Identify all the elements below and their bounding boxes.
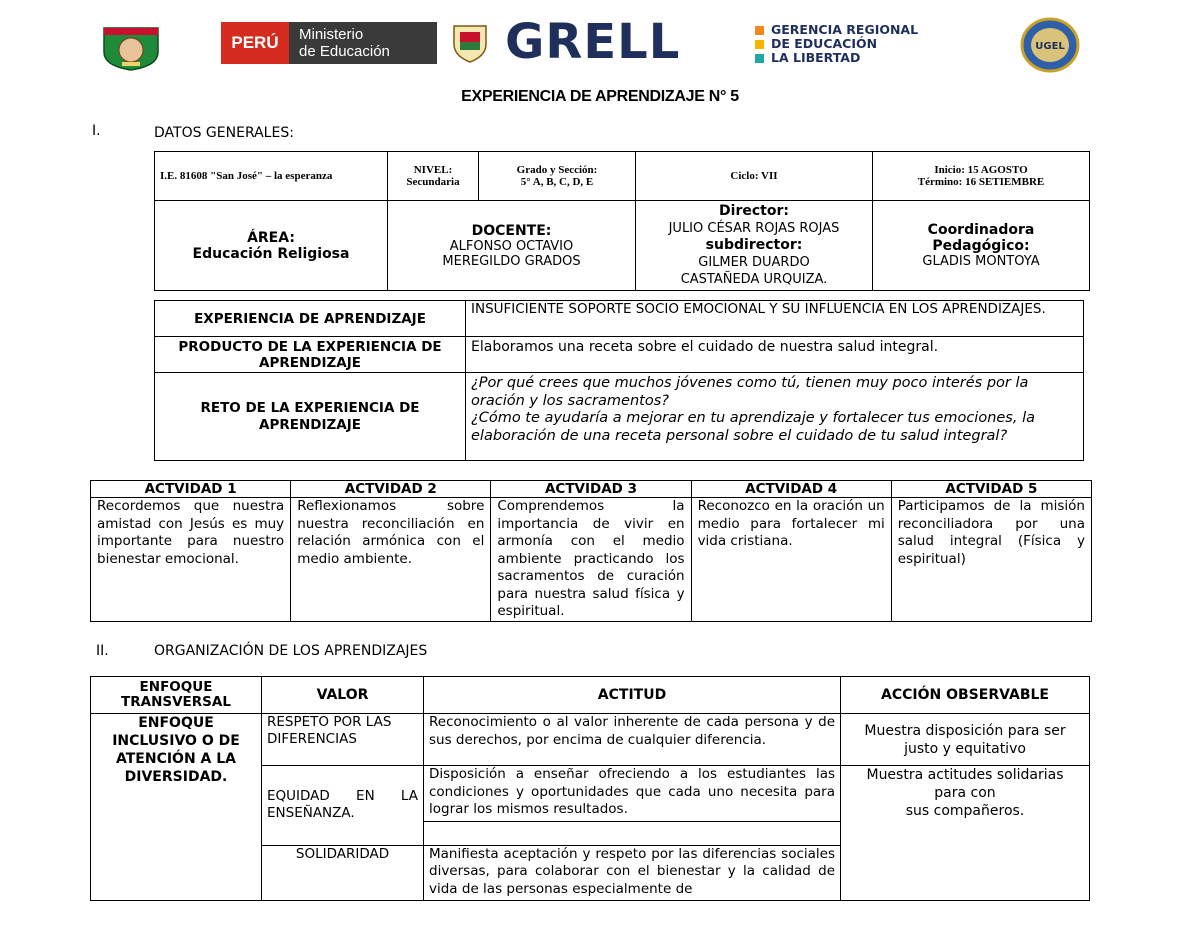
section1-number: I. — [92, 123, 101, 139]
nivel-value: Secundaria — [406, 176, 460, 188]
reto-question-1: ¿Por qué crees que muchos jóvenes como tú, tienen muy poco interés por la oración y los sacramentos? — [471, 375, 1029, 409]
valor-respeto: RESPETO POR LAS DIFERENCIAS — [262, 714, 424, 766]
inicio-text: Inicio: 15 AGOSTO — [934, 164, 1028, 176]
director-value: JULIO CÉSAR ROJAS ROJAS — [668, 221, 840, 236]
grell-logo: GRELL — [505, 14, 681, 70]
coord-label1: Coordinadora — [927, 222, 1035, 238]
area-label: ÁREA: — [247, 229, 295, 246]
gerencia-line2: DE EDUCACIÓN — [771, 36, 878, 51]
valor-equidad: EQUIDAD EN LA ENSEÑANZA. — [262, 766, 424, 846]
experiencia-table — [154, 300, 1084, 461]
director-cell — [636, 201, 873, 291]
actividad-header-1: ACTVIDAD 1 — [91, 481, 291, 498]
actitud-empty-cell — [424, 821, 841, 845]
ie-cell: I.E. 81608 "San José" – la esperanza — [155, 152, 388, 201]
accion2-line2: para con — [934, 785, 996, 801]
section2-number: II. — [96, 643, 109, 659]
actividad-body-3: Comprendemos la importancia de vivir en armonía con el medio ambiente practicando los sacramentos de curación para nuestra salud física y espiritual. — [491, 498, 691, 622]
area-value: Educación Religiosa — [192, 245, 350, 262]
actitud-solidaridad: Manifiesta aceptación y respeto por las diferencias sociales diversas, para colaborar con el bienestar y la calidad de vida de las personas especialmente de — [424, 845, 841, 901]
exp-label: EXPERIENCIA DE APRENDIZAJE — [155, 301, 466, 337]
nivel-cell — [388, 152, 479, 201]
area-cell — [155, 201, 388, 291]
ministerio-line1: Ministerio — [299, 26, 364, 43]
actitud-respeto: Reconocimiento o al valor inherente de cada persona y de sus derechos, por encima de cualquier diferencia. — [424, 714, 841, 766]
actividad-header-5: ACTVIDAD 5 — [891, 481, 1091, 498]
ciclo-cell: Ciclo: VII — [636, 152, 873, 201]
docente-line2: MEREGILDO GRADOS — [442, 253, 581, 269]
accion2-line3: sus compañeros. — [905, 803, 1025, 819]
subdirector-line1: GILMER DUARDO — [698, 255, 810, 270]
actividad-body-2: Reflexionamos sobre nuestra reconciliación en relación armónica con el medio ambiente. — [291, 498, 491, 622]
ie-crest-logo — [98, 22, 164, 72]
grado-value: 5° A, B, C, D, E — [520, 176, 594, 188]
termino-text: Término: 16 SETIEMBRE — [917, 176, 1045, 188]
reto-cell — [466, 373, 1084, 461]
grado-label: Grado y Sección: — [516, 164, 598, 176]
coordinadora-cell — [873, 201, 1090, 291]
svg-text:UGEL: UGEL — [1035, 41, 1065, 52]
section2-label: ORGANIZACIÓN DE LOS APRENDIZAJES — [154, 643, 428, 659]
enfoque-cell: ENFOQUE INCLUSIVO O DE ATENCIÓN A LA DIVERSIDAD. — [91, 714, 262, 901]
prod-label: PRODUCTO DE LA EXPERIENCIA DE APRENDIZAJE — [155, 337, 466, 373]
actividad-body-1: Recordemos que nuestra amistad con Jesús es muy importante para nuestro bienestar emocional. — [91, 498, 291, 622]
director-label: Director: — [719, 203, 789, 219]
actividad-header-3: ACTVIDAD 3 — [491, 481, 691, 498]
actividad-body-4: Reconozco en la oración un medio para fortalecer mi vida cristiana. — [691, 498, 891, 622]
grado-cell — [479, 152, 636, 201]
organizacion-table — [90, 676, 1090, 901]
valor-solidaridad: SOLIDARIDAD — [262, 845, 424, 901]
section1-label: DATOS GENERALES: — [154, 125, 294, 141]
coord-value: GLADIS MONTOYA — [922, 254, 1040, 269]
docente-label: DOCENTE: — [471, 222, 552, 239]
subdirector-line2: CASTAÑEDA URQUIZA. — [680, 272, 828, 287]
ugel-seal-logo — [1020, 17, 1080, 73]
actitud-equidad: Disposición a enseñar ofreciendo a los estudiantes las condiciones y oportunidades que cada uno necesita para lograr los mismos resultados. — [424, 766, 841, 822]
minedu-logo — [221, 22, 437, 64]
prod-value: Elaboramos una receta sobre el cuidado de nuestra salud integral. — [466, 337, 1084, 373]
regional-shield-logo — [446, 22, 494, 66]
gerencia-regional-logo — [755, 23, 975, 67]
accion2-line1: Muestra actitudes solidarias — [866, 767, 1064, 783]
reto-question-2: ¿Cómo te ayudaría a mejorar en tu aprendizaje y fortalecer tus emociones, la elaboración de una receta personal sobre el cuidado de tu salud integral? — [471, 410, 1035, 444]
docente-cell — [388, 201, 636, 291]
header-enfoque: ENFOQUE TRANSVERSAL — [91, 677, 262, 714]
accion-respeto: Muestra disposición para ser justo y equitativo — [841, 714, 1090, 766]
subdirector-label: subdirector: — [705, 237, 803, 253]
header-accion: ACCIÓN OBSERVABLE — [841, 677, 1090, 714]
datos-generales-table — [154, 151, 1090, 291]
ministerio-line2: de Educación — [299, 43, 390, 60]
document-title: EXPERIENCIA DE APRENDIZAJE N° 5 — [461, 88, 739, 105]
header-valor: VALOR — [262, 677, 424, 714]
fechas-cell — [873, 152, 1090, 201]
header-actitud: ACTITUD — [424, 677, 841, 714]
peru-label: PERÚ — [221, 22, 289, 64]
gerencia-line1: GERENCIA REGIONAL — [771, 22, 919, 37]
nivel-label: NIVEL: — [413, 164, 453, 176]
docente-line1: ALFONSO OCTAVIO — [449, 238, 574, 254]
gerencia-line3: LA LIBERTAD — [771, 50, 861, 65]
actividades-table — [90, 480, 1092, 622]
exp-value: INSUFICIENTE SOPORTE SOCIO EMOCIONAL Y SU INFLUENCIA EN LOS APRENDIZAJES. — [466, 301, 1084, 337]
actividad-header-4: ACTVIDAD 4 — [691, 481, 891, 498]
actividad-body-5: Participamos de la misión reconciliadora por una salud integral (Física y espiritual) — [891, 498, 1091, 622]
reto-label: RETO DE LA EXPERIENCIA DE APRENDIZAJE — [155, 373, 466, 461]
accion-equidad — [841, 766, 1090, 901]
actividad-header-2: ACTVIDAD 2 — [291, 481, 491, 498]
coord-label2: Pedagógico: — [932, 238, 1030, 254]
